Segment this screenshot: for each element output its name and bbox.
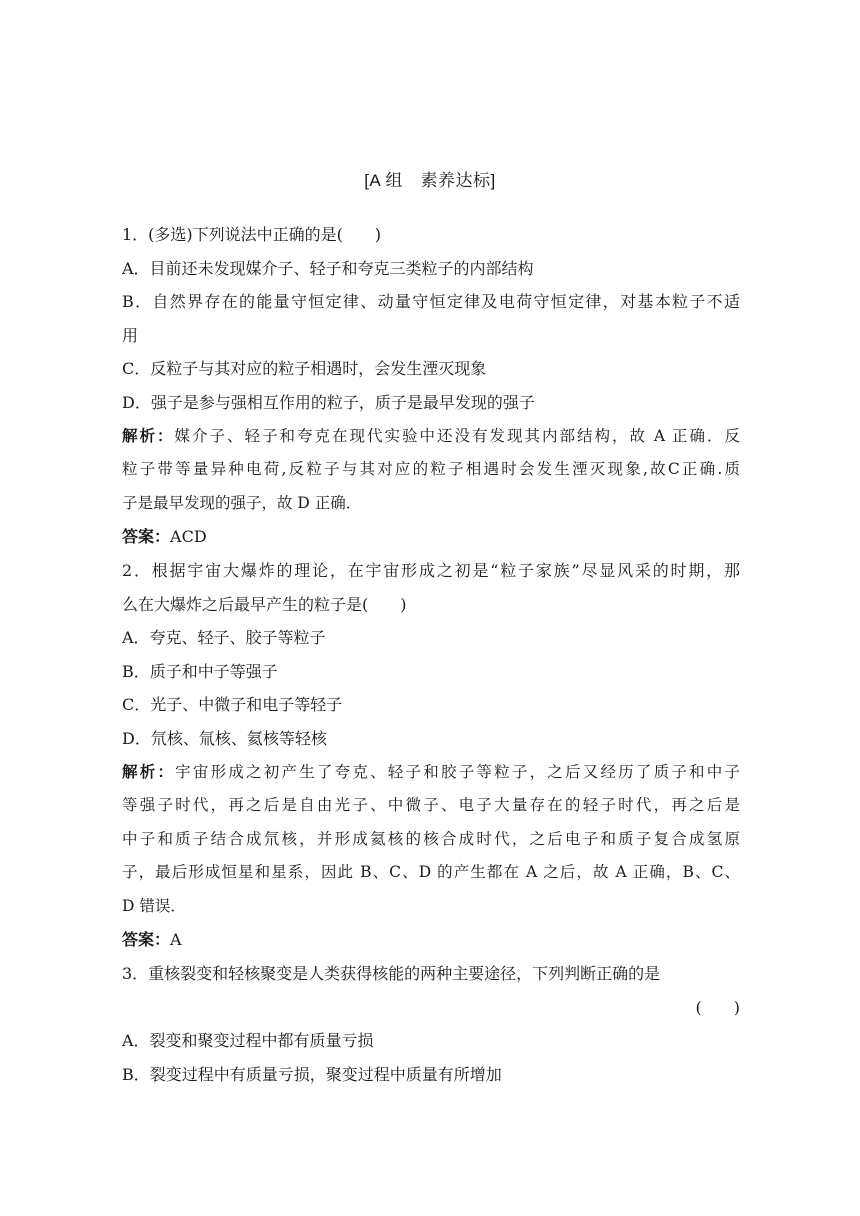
analysis-line <box>122 823 740 857</box>
line-text: A <box>170 930 182 950</box>
line-text: ACD <box>170 527 207 547</box>
line-text: B．自然界存在的能量守恒定律、动量守恒定律及电荷守恒定律，对基本粒子不适 <box>122 292 740 312</box>
line-text: D．强子是参与强相互作用的粒子，质子是最早发现的强子 <box>122 392 535 412</box>
option-line <box>122 352 740 386</box>
line-text: 宇宙形成之初产生了夸克、轻子和胶子等粒子，之后又经历了质子和中子 <box>175 762 740 781</box>
question-line <box>122 588 740 622</box>
line-text: 用 <box>122 325 139 345</box>
question-content <box>122 218 740 1091</box>
line-text: C．反粒子与其对应的粒子相遇时，会发生湮灭现象 <box>122 359 487 379</box>
option-line <box>122 621 740 655</box>
analysis-line <box>122 420 740 454</box>
line-text: B．裂变过程中有质量亏损，聚变过程中质量有所增加 <box>122 1064 502 1084</box>
analysis-line <box>122 453 740 487</box>
line-text: 粒子带等量异种电荷,反粒子与其对应的粒子相遇时会发生湮灭现象,故C正确.质 <box>122 460 740 479</box>
answer-label: 答案： <box>122 930 171 950</box>
line-text: 么在大爆炸之后最早产生的粒子是( ) <box>122 594 407 614</box>
option-line <box>122 386 740 420</box>
option-line <box>122 688 740 722</box>
answer-line <box>122 520 740 554</box>
line-text: ( ) <box>695 997 740 1017</box>
line-text: A．目前还未发现媒介子、轻子和夸克三类粒子的内部结构 <box>122 258 534 278</box>
line-text: 子是最早发现的强子，故 D 正确． <box>122 493 362 512</box>
answer-label: 答案： <box>122 527 171 547</box>
line-text: B．质子和中子等强子 <box>122 661 278 681</box>
line-text: A．裂变和聚变过程中都有质量亏损 <box>122 1031 374 1051</box>
analysis-line <box>122 487 740 521</box>
line-text: D 错误． <box>122 896 186 915</box>
line-text: 等强子时代，再之后是自由光子、中微子、电子大量存在的轻子时代，再之后是 <box>122 796 740 815</box>
line-text: 子，最后形成恒星和星系，因此 B、C、D 的产生都在 A 之后，故 A 正确，B、C、 <box>122 863 740 882</box>
analysis-line <box>122 890 740 924</box>
answer-line <box>122 923 740 957</box>
question-line <box>122 554 740 588</box>
question-line <box>122 957 740 991</box>
line-text: D．氘核、氚核、氦核等轻核 <box>122 728 327 748</box>
analysis-line <box>122 756 740 790</box>
option-line <box>122 1058 740 1092</box>
analysis-line <box>122 789 740 823</box>
option-line <box>122 319 740 353</box>
line-text: 中子和质子结合成氘核，并形成氦核的核合成时代，之后电子和质子复合成氢原 <box>122 829 740 848</box>
option-line <box>122 1024 740 1058</box>
line-text: 1．(多选)下列说法中正确的是( ) <box>122 225 382 244</box>
section-title: [A 组 素养达标] <box>364 171 496 190</box>
option-line <box>122 722 740 756</box>
analysis-label: 解析： <box>122 426 175 445</box>
line-text: 2．根据宇宙大爆炸的理论，在宇宙形成之初是“粒子家族”尽显风采的时期，那 <box>122 560 740 580</box>
question-line <box>122 991 740 1025</box>
analysis-label: 解析： <box>122 762 176 781</box>
option-line <box>122 285 740 319</box>
option-line <box>122 655 740 689</box>
question-line <box>122 218 740 252</box>
line-text: 3．重核裂变和轻核聚变是人类获得核能的两种主要途径，下列判断正确的是 <box>122 964 661 984</box>
line-text: C．光子、中微子和电子等轻子 <box>122 695 343 715</box>
option-line <box>122 252 740 286</box>
line-text: 媒介子、轻子和夸克在现代实验中还没有发现其内部结构，故 A 正确．反 <box>174 426 740 445</box>
line-text: A．夸克、轻子、胶子等粒子 <box>122 628 326 648</box>
analysis-line <box>122 856 740 890</box>
